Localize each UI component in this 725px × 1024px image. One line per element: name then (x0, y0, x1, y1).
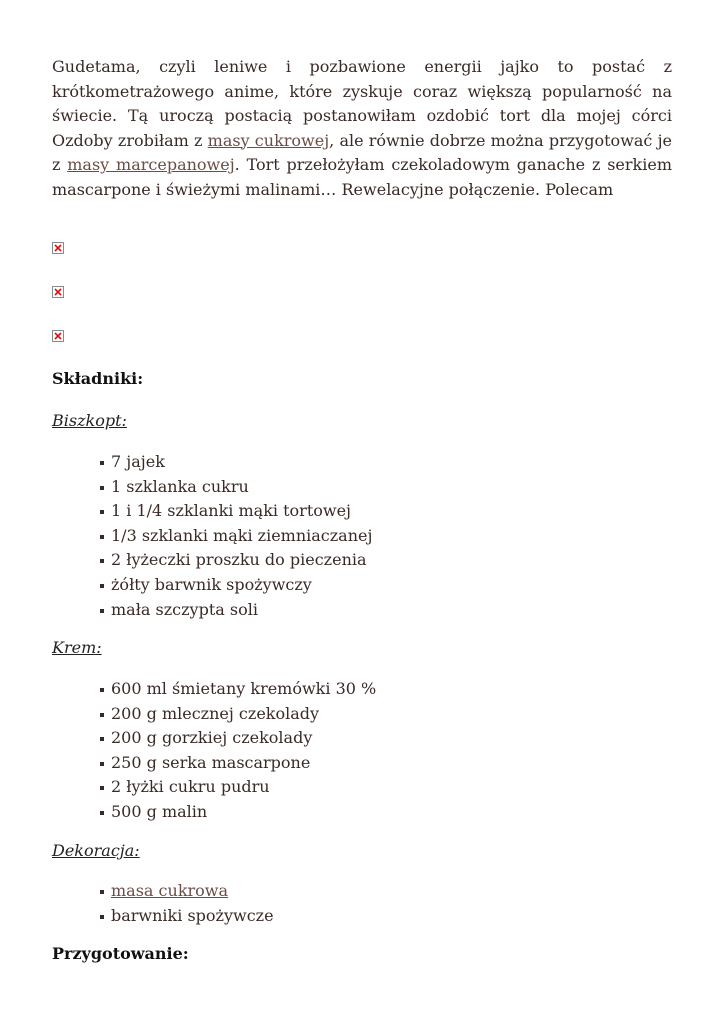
biszkopt-list (100, 450, 372, 622)
intro-text: . Tort przełożyłam czekoladowym ganache z serkiem mascarpone i świeżymi malinami… Rewelacyjne połączenie. Polecam (52, 155, 672, 199)
list-item: żółty barwnik spożywczy (100, 573, 372, 598)
list-item: mała szczypta soli (100, 598, 372, 623)
biszkopt-subheading: Biszkopt: (52, 411, 127, 430)
list-item: 250 g serka mascarpone (100, 751, 376, 776)
ingredients-heading: Składniki: (52, 369, 144, 388)
list-item: 200 g mlecznej czekolady (100, 702, 376, 727)
list-item: 2 łyżki cukru pudru (100, 775, 376, 800)
intro-text: Ozdoby zrobiłam z (52, 130, 208, 150)
krem-list (100, 677, 376, 825)
link-masa-cukrowa[interactable]: masa cukrowa (111, 881, 229, 900)
broken-image-icon (52, 286, 64, 298)
intro-text: Gudetama, czyli leniwe i pozbawione energii jajko to postać z krótkometrażowego anime, które zyskuje coraz większą popularność na świecie. Tą uroczą postacią postanowiłam ozdobić tort dla mojej córci (52, 57, 672, 125)
broken-image-icon (52, 330, 64, 342)
link-masy-marcepanowej[interactable]: masy marcepanowej (67, 155, 235, 174)
list-item: 1 szklanka cukru (100, 475, 372, 500)
broken-image-icon (52, 242, 64, 254)
krem-subheading: Krem: (52, 638, 102, 657)
list-item: 500 g malin (100, 800, 376, 825)
list-item: 1 i 1/4 szklanki mąki tortowej (100, 499, 372, 524)
dekoracja-list (100, 879, 274, 928)
list-item: barwniki spożywcze (100, 904, 274, 929)
list-item: 200 g gorzkiej czekolady (100, 726, 376, 751)
intro-text: , ale równie dobrze można przygotować je z (52, 130, 673, 174)
list-item: 7 jajek (100, 450, 372, 475)
list-item: 2 łyżeczki proszku do pieczenia (100, 548, 372, 573)
link-masy-cukrowej[interactable]: masy cukrowej (207, 130, 330, 150)
dekoracja-subheading: Dekoracja: (52, 841, 140, 860)
list-item: 1/3 szklanki mąki ziemniaczanej (100, 524, 372, 549)
intro-paragraph (52, 55, 672, 202)
preparation-heading: Przygotowanie: (52, 944, 189, 963)
list-item: 600 ml śmietany kremówki 30 % (100, 677, 376, 702)
list-item (100, 879, 274, 904)
